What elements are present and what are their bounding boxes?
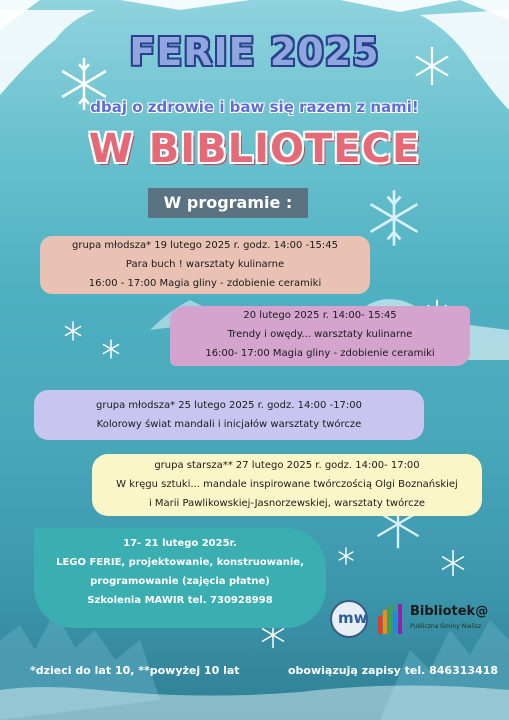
event-line: grupa starsza** 27 lutego 2025 r. godz. 14:00- 17:00 bbox=[154, 460, 420, 471]
signup-note: obowiązują zapisy tel. 846313418 bbox=[288, 664, 498, 677]
event-card bbox=[40, 236, 370, 294]
event-card-lego bbox=[34, 528, 326, 628]
library-subtitle: Publiczna Gminy Nielisz bbox=[410, 623, 482, 630]
library-logo bbox=[376, 600, 496, 640]
age-note: *dzieci do lat 10, **powyżej 10 lat bbox=[30, 664, 240, 677]
snowflake-icon bbox=[438, 548, 468, 578]
poster-title: FERIE 2025 bbox=[129, 30, 380, 74]
snowflake-icon bbox=[62, 320, 84, 342]
event-line: Kolorowy świat mandali i inicjałów warsztaty twórcze bbox=[96, 419, 362, 430]
event-line: Trendy i owędy... warsztaty kulinarne bbox=[227, 329, 413, 340]
event-line: i Marii Pawlikowskiej-Jasnorzewskiej, warsztaty twórcze bbox=[148, 498, 426, 509]
library-name: Bibliotek@ bbox=[410, 604, 489, 619]
event-card bbox=[34, 390, 424, 440]
event-card bbox=[92, 454, 482, 516]
event-card bbox=[170, 306, 470, 366]
snowflake-icon bbox=[336, 546, 356, 566]
mawir-logo-mark: mw bbox=[338, 609, 368, 627]
poster-subtitle: dbaj o zdrowie i baw się razem z nami! bbox=[90, 98, 419, 116]
poster-headline: W BIBLIOTECE bbox=[88, 126, 421, 172]
event-line: Para buch ! warsztaty kulinarne bbox=[125, 259, 285, 270]
event-line: 20 lutego 2025 r. 14:00- 15:45 bbox=[243, 310, 397, 321]
event-line: W kręgu sztuki... mandale inspirowane twórczością Olgi Boznańskiej bbox=[116, 479, 458, 490]
event-line: LEGO FERIE, projektowanie, konstruowanie, bbox=[56, 557, 304, 568]
books-icon bbox=[376, 602, 408, 636]
event-line: programowanie (zajęcia płatne) bbox=[90, 576, 270, 587]
snowflake-icon bbox=[362, 186, 426, 250]
event-line: 16:00- 17:00 Magia gliny - zdobienie ceramiki bbox=[205, 348, 435, 359]
program-badge: W programie : bbox=[148, 188, 308, 218]
event-line: Szkolenia MAWIR tel. 730928998 bbox=[87, 595, 273, 606]
mawir-logo bbox=[330, 600, 368, 638]
event-line: 17- 21 lutego 2025r. bbox=[123, 538, 237, 549]
event-line: grupa młodsza* 25 lutego 2025 r. godz. 14:00 -17:00 bbox=[95, 400, 363, 411]
event-line: 16:00 - 17:00 Magia gliny - zdobienie ceramiki bbox=[88, 278, 322, 289]
snowflake-icon bbox=[100, 338, 122, 360]
event-line: grupa młodsza* 19 lutego 2025 r. godz. 14:00 -15:45 bbox=[71, 240, 339, 251]
